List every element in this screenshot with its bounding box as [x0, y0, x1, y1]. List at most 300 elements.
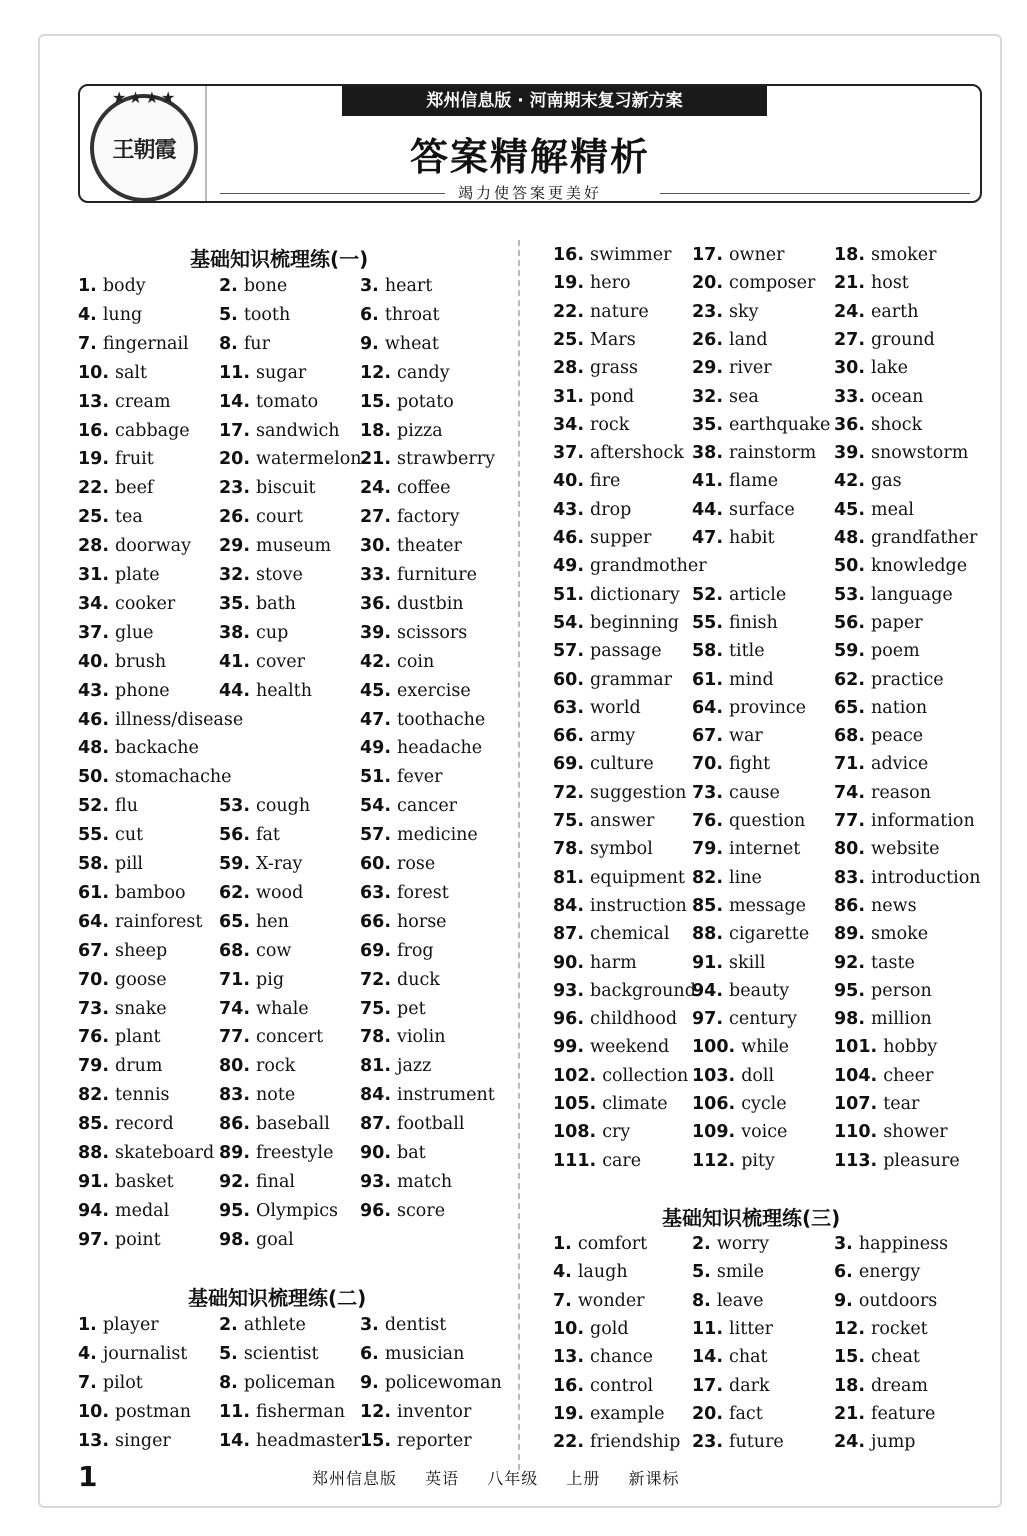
item-number: 71. — [834, 754, 866, 775]
item-number: 66. — [553, 726, 585, 747]
item-number: 36. — [360, 593, 392, 614]
item-number: 13. — [553, 1347, 585, 1368]
answer-item — [553, 245, 671, 265]
item-number: 14. — [219, 1430, 251, 1451]
item-answer: pig — [256, 969, 285, 990]
item-number: 76. — [78, 1027, 110, 1048]
item-answer: fur — [243, 333, 270, 354]
answer-item — [78, 738, 199, 758]
item-answer: hero — [590, 273, 631, 294]
item-number: 22. — [553, 1432, 585, 1453]
answer-item — [78, 912, 202, 932]
footer-subject: 英语 — [425, 1469, 460, 1488]
item-answer: record — [115, 1114, 174, 1135]
item-number: 55. — [692, 612, 724, 633]
item-answer: cigarette — [729, 924, 810, 945]
item-answer: drum — [115, 1056, 163, 1077]
answer-item — [78, 1402, 191, 1422]
item-number: 43. — [553, 499, 585, 520]
item-answer: symbol — [590, 839, 653, 860]
answer-item — [78, 421, 190, 441]
answer-item — [219, 305, 290, 325]
item-answer: backache — [115, 738, 199, 759]
item-number: 96. — [360, 1200, 392, 1221]
answer-item — [219, 1431, 361, 1451]
answer-item — [219, 623, 288, 643]
answer-item — [360, 363, 450, 383]
answer-item — [78, 1201, 169, 1221]
answer-item — [219, 478, 316, 498]
item-answer: duck — [397, 969, 440, 990]
answer-item — [834, 1009, 932, 1029]
item-number: 9. — [834, 1290, 853, 1311]
answer-item — [553, 387, 634, 407]
item-answer: doll — [741, 1065, 775, 1086]
header — [78, 84, 982, 203]
item-number: 13. — [78, 1430, 110, 1451]
item-number: 23. — [219, 478, 251, 499]
item-answer: harm — [590, 952, 637, 973]
answer-item — [834, 358, 908, 378]
item-number: 80. — [219, 1056, 251, 1077]
item-answer: rocket — [871, 1318, 928, 1339]
item-answer: goose — [115, 969, 167, 990]
item-answer: person — [871, 980, 932, 1001]
answer-item — [78, 334, 189, 354]
answer-item — [360, 999, 426, 1019]
item-answer: pity — [741, 1150, 775, 1171]
answer-item — [360, 276, 432, 296]
item-number: 8. — [692, 1290, 711, 1311]
item-number: 66. — [360, 911, 392, 932]
answer-item — [834, 924, 928, 944]
answer-item — [360, 1344, 464, 1364]
answer-item — [834, 500, 914, 520]
answer-item — [78, 854, 143, 874]
item-answer: childhood — [590, 1009, 678, 1030]
answer-item — [692, 754, 770, 774]
item-number: 92. — [834, 952, 866, 973]
answer-item — [78, 796, 138, 816]
answer-item — [553, 1009, 677, 1029]
item-number: 113. — [834, 1150, 878, 1171]
item-answer: voice — [741, 1122, 788, 1143]
answer-item — [553, 698, 641, 718]
answer-item — [553, 585, 680, 605]
item-number: 58. — [692, 641, 724, 662]
item-number: 15. — [360, 391, 392, 412]
answer-item — [834, 245, 936, 265]
item-number: 56. — [219, 825, 251, 846]
item-answer: pet — [397, 998, 426, 1019]
answer-item — [834, 1291, 937, 1311]
item-number: 40. — [553, 471, 585, 492]
answer-item — [78, 1344, 187, 1364]
item-answer: throat — [384, 304, 440, 325]
item-answer: cabbage — [115, 420, 190, 441]
answer-item — [692, 1319, 773, 1339]
answer-item — [78, 305, 142, 325]
item-answer: scissors — [397, 622, 468, 643]
answer-item — [553, 1122, 630, 1142]
item-answer: forest — [397, 882, 449, 903]
answer-item — [360, 305, 440, 325]
answer-item — [78, 652, 166, 672]
answer-item — [219, 1373, 335, 1393]
item-number: 31. — [553, 386, 585, 407]
answer-item — [692, 1094, 787, 1114]
item-answer: coffee — [397, 478, 451, 499]
item-number: 21. — [360, 449, 392, 470]
item-answer: brush — [115, 651, 167, 672]
answer-item — [692, 302, 759, 322]
item-number: 54. — [553, 612, 585, 633]
answer-item — [834, 1151, 960, 1171]
answer-item — [360, 738, 482, 758]
item-answer: whale — [256, 998, 309, 1019]
item-answer: passage — [590, 641, 662, 662]
item-number: 17. — [692, 1375, 724, 1396]
answer-item — [360, 681, 471, 701]
item-answer: gas — [871, 471, 902, 492]
item-answer: phone — [115, 680, 170, 701]
item-number: 12. — [360, 1401, 392, 1422]
answer-item — [78, 1085, 170, 1105]
answer-item — [692, 1347, 768, 1367]
item-answer: cow — [256, 940, 292, 961]
item-answer: toothache — [397, 709, 486, 730]
answer-item — [78, 536, 191, 556]
answer-item — [834, 1122, 948, 1142]
item-answer: smoker — [871, 245, 937, 265]
item-number: 88. — [692, 924, 724, 945]
answer-item — [78, 1431, 171, 1451]
item-answer: stove — [256, 565, 303, 585]
item-number: 74. — [834, 782, 866, 803]
item-answer: instrument — [397, 1085, 495, 1106]
item-number: 94. — [78, 1200, 110, 1221]
item-answer: language — [871, 584, 953, 605]
answer-item — [360, 392, 454, 412]
item-number: 81. — [553, 867, 585, 888]
answer-item — [553, 358, 638, 378]
item-number: 73. — [78, 998, 110, 1019]
answer-item — [553, 1094, 668, 1114]
item-answer: chance — [590, 1347, 653, 1368]
answer-item — [692, 1376, 770, 1396]
item-answer: potato — [397, 391, 454, 412]
item-answer: cup — [256, 622, 289, 643]
item-number: 39. — [360, 622, 392, 643]
answer-item — [219, 1056, 295, 1076]
column-divider — [518, 240, 520, 1470]
answer-item — [692, 726, 763, 746]
answer-item — [78, 1373, 143, 1393]
answer-item — [692, 1432, 784, 1452]
answer-item — [360, 710, 485, 730]
item-answer: mind — [729, 669, 774, 690]
answer-item — [692, 670, 774, 690]
item-answer: policewoman — [384, 1372, 502, 1393]
item-answer: sky — [729, 301, 759, 322]
item-number: 19. — [553, 273, 585, 294]
answer-item — [360, 565, 477, 585]
item-answer: litter — [729, 1318, 773, 1339]
answer-item — [834, 302, 918, 322]
item-answer: wonder — [577, 1290, 645, 1311]
answer-item — [553, 1376, 653, 1396]
item-number: 99. — [553, 1037, 585, 1058]
item-number: 1. — [78, 1315, 97, 1335]
item-number: 54. — [360, 796, 392, 817]
item-number: 26. — [692, 329, 724, 350]
answer-item — [692, 641, 765, 661]
section-title: 基础知识梳理练(一) — [190, 247, 369, 271]
item-answer: bone — [243, 276, 288, 296]
item-number: 78. — [360, 1027, 392, 1048]
item-answer: inventor — [397, 1401, 472, 1422]
answer-item — [219, 1201, 338, 1221]
item-number: 108. — [553, 1122, 597, 1143]
item-answer: baseball — [256, 1114, 330, 1135]
item-number: 20. — [219, 449, 251, 470]
item-answer: peace — [871, 726, 924, 747]
item-answer: medicine — [397, 825, 478, 846]
answer-item — [834, 1234, 948, 1254]
item-number: 82. — [692, 867, 724, 888]
item-answer: athlete — [243, 1315, 306, 1335]
footer-grade: 八年级 — [487, 1469, 539, 1488]
answer-item — [692, 981, 789, 1001]
answer-item — [78, 1027, 161, 1047]
item-number: 65. — [834, 697, 866, 718]
answer-item — [219, 912, 289, 932]
item-number: 30. — [834, 358, 866, 379]
item-answer: exercise — [397, 680, 471, 701]
answer-item — [692, 1404, 763, 1424]
answer-item — [553, 981, 696, 1001]
item-answer: factory — [397, 507, 460, 528]
item-answer: tennis — [115, 1085, 170, 1106]
item-answer: note — [256, 1085, 296, 1106]
item-answer: salt — [115, 362, 148, 383]
answer-item — [360, 825, 478, 845]
item-answer: Olympics — [256, 1200, 339, 1221]
item-answer: pond — [590, 386, 635, 407]
item-answer: feature — [871, 1403, 936, 1424]
answer-item — [692, 839, 800, 859]
answer-item — [834, 330, 935, 350]
answer-item — [78, 1056, 162, 1076]
answer-item — [360, 449, 495, 469]
item-answer: owner — [729, 245, 785, 265]
item-answer: concert — [256, 1027, 324, 1048]
answer-item — [553, 1151, 641, 1171]
item-answer: furniture — [397, 565, 478, 585]
item-number: 23. — [692, 301, 724, 322]
item-number: 35. — [692, 414, 724, 435]
answer-item — [78, 941, 167, 961]
answer-item — [834, 1404, 935, 1424]
item-number: 50. — [834, 556, 866, 577]
answer-item — [219, 796, 310, 816]
item-number: 51. — [553, 584, 585, 605]
answer-item — [834, 896, 917, 916]
item-number: 19. — [553, 1403, 585, 1424]
item-answer: gold — [590, 1318, 629, 1339]
item-number: 42. — [834, 471, 866, 492]
item-number: 15. — [360, 1430, 392, 1451]
item-answer: paper — [871, 612, 923, 633]
item-number: 6. — [834, 1262, 853, 1283]
answer-item — [78, 363, 147, 383]
item-number: 5. — [219, 1343, 238, 1364]
answer-item — [553, 330, 636, 350]
item-number: 63. — [553, 697, 585, 718]
item-number: 75. — [360, 998, 392, 1019]
answer-item — [219, 363, 306, 383]
item-answer: freestyle — [256, 1143, 334, 1163]
item-answer: advice — [871, 754, 929, 775]
item-answer: fruit — [115, 449, 154, 470]
answer-item — [692, 1151, 775, 1171]
answer-item — [692, 1262, 764, 1282]
item-number: 98. — [219, 1229, 251, 1250]
answer-item — [834, 556, 967, 576]
item-answer: internet — [729, 839, 801, 860]
item-answer: fact — [729, 1403, 763, 1424]
answer-item — [360, 854, 435, 874]
item-number: 90. — [553, 952, 585, 973]
item-answer: chemical — [590, 924, 670, 945]
item-answer: shock — [871, 414, 923, 435]
item-number: 87. — [360, 1114, 392, 1135]
slogan: 竭力使答案更美好 — [457, 184, 602, 202]
item-answer: weekend — [590, 1037, 670, 1058]
answer-item — [219, 392, 318, 412]
item-number: 11. — [692, 1318, 724, 1339]
footer-standard: 新课标 — [628, 1469, 680, 1488]
answer-item — [834, 754, 928, 774]
answer-item — [692, 330, 768, 350]
item-number: 37. — [553, 443, 585, 464]
item-number: 95. — [219, 1200, 251, 1221]
item-answer: ocean — [871, 386, 924, 407]
item-answer: dictionary — [590, 584, 680, 605]
answer-item — [78, 1315, 159, 1335]
item-answer: snake — [115, 998, 167, 1019]
answer-item — [834, 613, 923, 633]
item-number: 70. — [78, 969, 110, 990]
item-number: 67. — [78, 940, 110, 961]
answer-item — [219, 594, 296, 614]
item-number: 86. — [219, 1114, 251, 1135]
item-number: 69. — [553, 754, 585, 775]
answer-item — [692, 443, 816, 463]
item-answer: watermelon — [256, 449, 362, 470]
item-number: 44. — [692, 499, 724, 520]
answer-item — [553, 924, 669, 944]
item-answer: future — [729, 1432, 784, 1453]
item-number: 16. — [553, 1375, 585, 1396]
answer-item — [360, 334, 439, 354]
series-ribbon: 郑州信息版 · 河南期末复习新方案 — [342, 86, 767, 116]
item-number: 42. — [360, 651, 392, 672]
answer-item — [834, 783, 931, 803]
answer-item — [834, 839, 940, 859]
item-answer: earthquake — [729, 414, 831, 435]
item-number: 110. — [834, 1122, 878, 1143]
item-answer: scientist — [243, 1343, 319, 1364]
item-number: 3. — [360, 1315, 379, 1335]
answer-item — [219, 1315, 306, 1335]
item-answer: friendship — [590, 1432, 681, 1453]
item-number: 41. — [219, 651, 251, 672]
item-number: 83. — [834, 867, 866, 888]
answer-item — [553, 726, 635, 746]
answer-item — [692, 528, 775, 548]
item-number: 94. — [692, 980, 724, 1001]
item-number: 5. — [692, 1262, 711, 1283]
item-answer: fat — [256, 825, 280, 846]
item-answer: collection — [602, 1065, 689, 1086]
item-number: 24. — [360, 478, 392, 499]
answer-item — [219, 652, 305, 672]
answer-item — [219, 1143, 333, 1163]
item-number: 34. — [553, 414, 585, 435]
item-number: 16. — [553, 245, 585, 265]
item-answer: heart — [384, 276, 433, 296]
item-number: 25. — [553, 329, 585, 350]
item-number: 33. — [360, 565, 392, 585]
answer-item — [553, 1404, 664, 1424]
answer-item — [219, 1230, 294, 1250]
item-number: 51. — [360, 767, 392, 788]
answer-item — [360, 1431, 472, 1451]
item-number: 73. — [692, 782, 724, 803]
item-answer: point — [115, 1229, 161, 1250]
item-number: 39. — [834, 443, 866, 464]
item-number: 18. — [360, 420, 392, 441]
item-number: 91. — [692, 952, 724, 973]
answer-item — [360, 912, 447, 932]
answer-item — [834, 641, 920, 661]
item-number: 28. — [78, 536, 110, 557]
answer-item — [692, 358, 772, 378]
item-number: 72. — [553, 782, 585, 803]
item-number: 17. — [219, 420, 251, 441]
answer-item — [692, 1122, 787, 1142]
item-number: 28. — [553, 358, 585, 379]
answer-item — [360, 1402, 471, 1422]
item-answer: flame — [729, 471, 779, 492]
item-answer: beauty — [729, 980, 790, 1001]
item-number: 11. — [219, 362, 251, 383]
answer-item — [360, 883, 449, 903]
answer-item — [692, 698, 806, 718]
item-number: 48. — [834, 528, 866, 548]
item-answer: X-ray — [256, 854, 303, 874]
item-number: 21. — [834, 273, 866, 294]
item-number: 47. — [360, 709, 392, 730]
answer-item — [834, 698, 927, 718]
item-number: 109. — [692, 1122, 736, 1143]
item-answer: dustbin — [397, 593, 464, 614]
answer-item — [219, 1027, 323, 1047]
item-answer: match — [397, 1171, 453, 1192]
item-answer: sandwich — [256, 420, 340, 441]
item-number: 90. — [360, 1143, 392, 1163]
